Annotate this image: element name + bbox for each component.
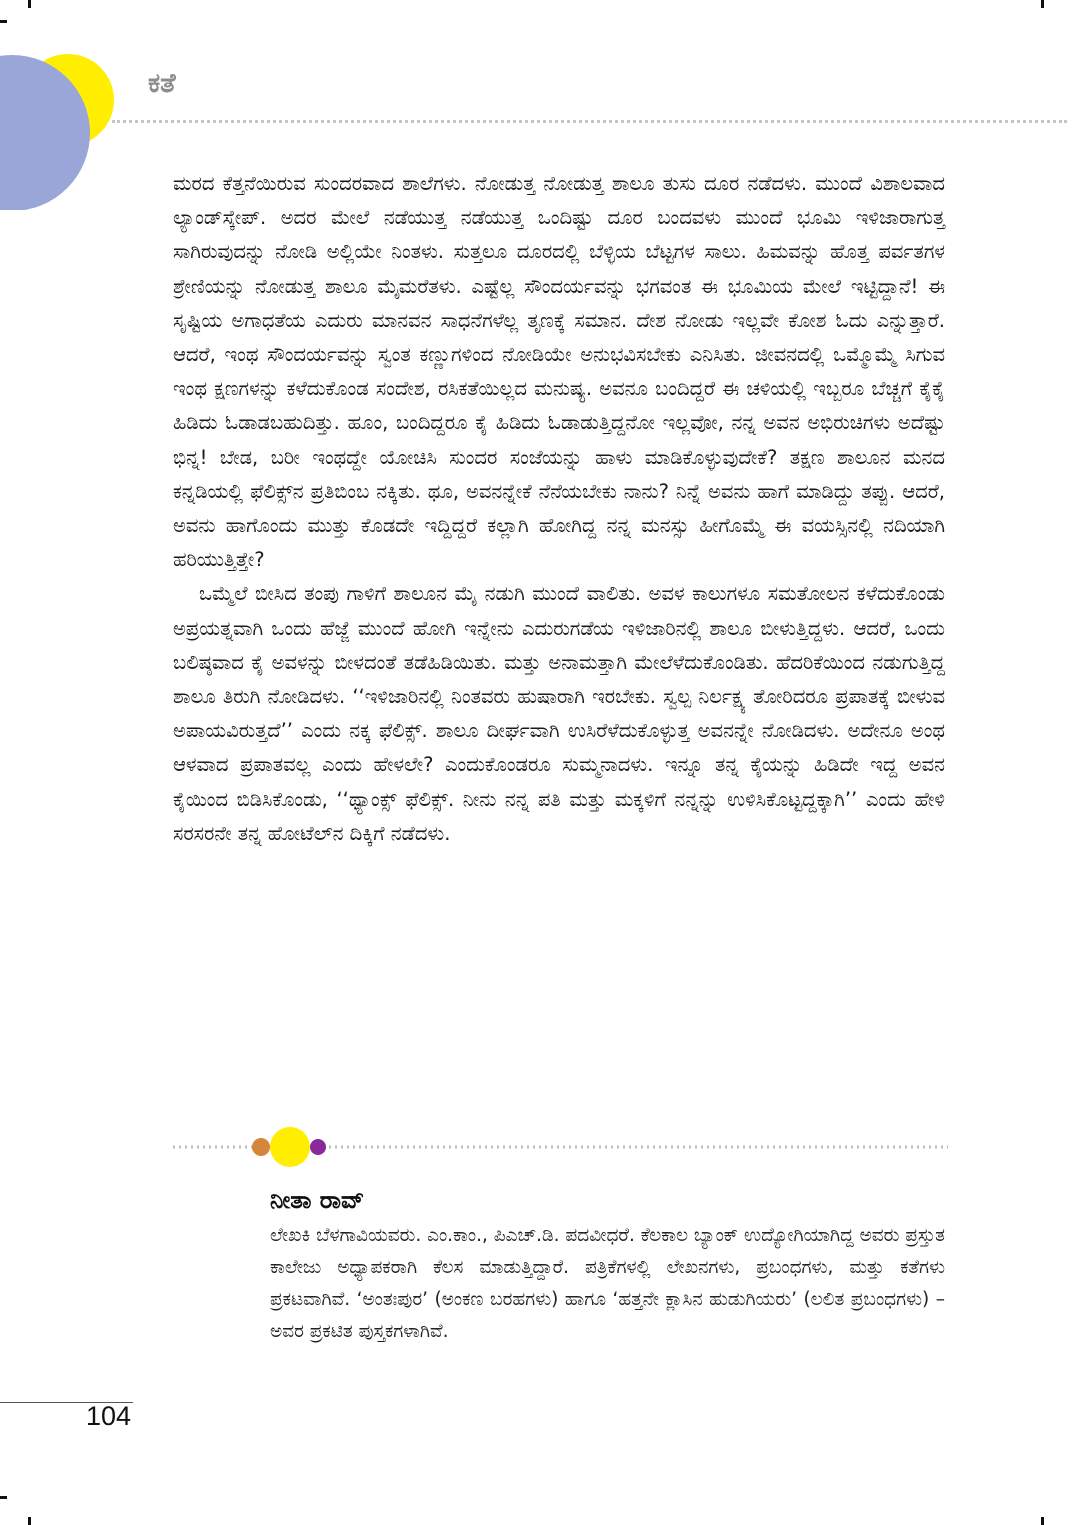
purple-dot-icon — [310, 1139, 326, 1155]
crop-mark-left-lower — [0, 1496, 7, 1499]
crop-mark-bottom-left — [28, 1517, 31, 1525]
crop-mark-bottom-right — [1041, 1517, 1044, 1525]
orange-dot-icon — [252, 1138, 270, 1156]
crop-mark-top-right — [1041, 0, 1044, 8]
author-bio: ಲೇಖಕಿ ಬೆಳಗಾವಿಯವರು. ಎಂ.ಕಾಂ., ಪಿಎಚ್.ಡಿ. ಪದವೀಧರೆ. ಕೆಲಕಾಲ ಬ್ಯಾಂಕ್ ಉದ್ಯೋಗಿಯಾಗಿದ್ದ ಅವರು ಪ್ರಸ್ತುತ ಕಾಲೇಜು ಅಧ್ಯಾಪಕರಾಗಿ ಕೆಲಸ ಮಾಡುತ್ತಿದ್ದಾರೆ. ಪತ್ರಿಕೆಗಳಲ್ಲಿ ಲೇಖನಗಳು, ಪ್ರಬಂಧಗಳು, ಮತ್ತು ಕತೆಗಳು ಪ್ರಕಟವಾಗಿವೆ. ‘ಅಂತಃಪುರ’ (ಅಂಕಣ ಬರಹಗಳು) ಹಾಗೂ ‘ಹತ್ತನೇ ಕ್ಲಾಸಿನ ಹುಡುಗಿಯರು’ (ಲಲಿತ ಪ್ರಬಂಧಗಳು) – ಅವರ ಪ್ರಕಟಿತ ಪುಸ್ತಕಗಳಾಗಿವೆ. — [270, 1225, 945, 1342]
page-number: 104 — [86, 1401, 132, 1431]
section-label: ಕತೆ — [148, 68, 176, 99]
author-name: ನೀತಾ ರಾವ್ — [270, 1186, 365, 1214]
header-dotted-rule — [112, 120, 1067, 123]
story-paragraph: ಮರದ ಕೆತ್ತನೆಯಿರುವ ಸುಂದರವಾದ ಶಾಲೆಗಳು. ನೋಡುತ್ತ ನೋಡುತ್ತ ಶಾಲೂ ತುಸು ದೂರ ನಡೆದಳು. ಮುಂದೆ ವಿಶಾಲವಾದ ಲ್ಯಾಂಡ್‌ಸ್ಕೇಪ್. ಅದರ ಮೇಲೆ ನಡೆಯುತ್ತ ನಡೆಯುತ್ತ ಒಂದಿಷ್ಟು ದೂರ ಬಂದವಳು ಮುಂದೆ ಭೂಮಿ ಇಳಿಜಾರಾಗುತ್ತ ಸಾಗಿರುವುದನ್ನು ನೋಡಿ ಅಲ್ಲಿಯೇ ನಿಂತಳು. ಸುತ್ತಲೂ ದೂರದಲ್ಲಿ ಬೆಳ್ಳಿಯ ಬೆಟ್ಟಗಳ ಸಾಲು. ಹಿಮವನ್ನು ಹೊತ್ತ ಪರ್ವತಗಳ ಶ್ರೇಣಿಯನ್ನು ನೋಡುತ್ತ ಶಾಲೂ ಮೈಮರೆತಳು. ಎಷ್ಟೆಲ್ಲ ಸೌಂದರ್ಯವನ್ನು ಭಗವಂತ ಈ ಭೂಮಿಯ ಮೇಲೆ ಇಟ್ಟಿದ್ದಾನೆ! ಈ ಸೃಷ್ಟಿಯ ಅಗಾಧತೆಯ ಎದುರು ಮಾನವನ ಸಾಧನೆಗಳೆಲ್ಲ ತೃಣಕ್ಕೆ ಸಮಾನ. ದೇಶ ನೋಡು ಇಲ್ಲವೇ ಕೋಶ ಓದು ಎನ್ನುತ್ತಾರೆ. ಆದರೆ, ಇಂಥ ಸೌಂದರ್ಯವನ್ನು ಸ್ವಂತ ಕಣ್ಣುಗಳಿಂದ ನೋಡಿಯೇ ಅನುಭವಿಸಬೇಕು ಎನಿಸಿತು. ಜೀವನದಲ್ಲಿ ಒಮ್ಮೊಮ್ಮೆ ಸಿಗುವ ಇಂಥ ಕ್ಷಣಗಳನ್ನು ಕಳೆದುಕೊಂಡ ಸಂದೇಶ, ರಸಿಕತೆಯಿಲ್ಲದ ಮನುಷ್ಯ. ಅವನೂ ಬಂದಿದ್ದರೆ ಈ ಚಳಿಯಲ್ಲಿ ಇಬ್ಬರೂ ಬೆಚ್ಚಗೆ ಕೈಕೈ ಹಿಡಿದು ಓಡಾಡಬಹುದಿತ್ತು. ಹೂಂ, ಬಂದಿದ್ದರೂ ಕೈ ಹಿಡಿದು ಓಡಾಡುತ್ತಿದ್ದನೋ ಇಲ್ಲವೋ, ನನ್ನ ಅವನ ಅಭಿರುಚಿಗಳು ಅದೆಷ್ಟು ಭಿನ್ನ! ಬೇಡ, ಬರೀ ಇಂಥದ್ದೇ ಯೋಚಿಸಿ ಸುಂದರ ಸಂಜೆಯನ್ನು ಹಾಳು ಮಾಡಿಕೊಳ್ಳುವುದೇಕೆ? ತಕ್ಷಣ ಶಾಲೂನ ಮನದ ಕನ್ನಡಿಯಲ್ಲಿ ಫೆಲಿಕ್ಸ್‌ನ ಪ್ರತಿಬಿಂಬ ನಕ್ಕಿತು. ಥೂ, ಅವನನ್ನೇಕೆ ನೆನೆಯಬೇಕು ನಾನು? ನಿನ್ನೆ ಅವನು ಹಾಗೆ ಮಾಡಿದ್ದು ತಪ್ಪು. ಆದರೆ, ಅವನು ಹಾಗೊಂದು ಮುತ್ತು ಕೊಡದೇ ಇದ್ದಿದ್ದರೆ ಕಲ್ಲಾಗಿ ಹೋಗಿದ್ದ ನನ್ನ ಮನಸ್ಸು ಹೀಗೊಮ್ಮೆ ಈ ವಯಸ್ಸಿನಲ್ಲಿ ನದಿಯಾಗಿ ಹರಿಯುತ್ತಿತ್ತೇ? — [173, 172, 945, 572]
story-body — [173, 167, 945, 851]
story-paragraph: ಒಮ್ಮೆಲೆ ಬೀಸಿದ ತಂಪು ಗಾಳಿಗೆ ಶಾಲೂನ ಮೈ ನಡುಗಿ ಮುಂದೆ ವಾಲಿತು. ಅವಳ ಕಾಲುಗಳೂ ಸಮತೋಲನ ಕಳೆದುಕೊಂಡು ಅಪ್ರಯತ್ನವಾಗಿ ಒಂದು ಹೆಜ್ಜೆ ಮುಂದೆ ಹೋಗಿ ಇನ್ನೇನು ಎದುರುಗಡೆಯ ಇಳಿಜಾರಿನಲ್ಲಿ ಶಾಲೂ ಬೀಳುತ್ತಿದ್ದಳು. ಆದರೆ, ಒಂದು ಬಲಿಷ್ಠವಾದ ಕೈ ಅವಳನ್ನು ಬೀಳದಂತೆ ತಡೆಹಿಡಿಯಿತು. ಮತ್ತು ಅನಾಮತ್ತಾಗಿ ಮೇಲೆಳೆದುಕೊಂಡಿತು. ಹೆದರಿಕೆಯಿಂದ ನಡುಗುತ್ತಿದ್ದ ಶಾಲೂ ತಿರುಗಿ ನೋಡಿದಳು. ‘‘ಇಳಿಜಾರಿನಲ್ಲಿ ನಿಂತವರು ಹುಷಾರಾಗಿ ಇರಬೇಕು. ಸ್ವಲ್ಪ ನಿರ್ಲಕ್ಷ್ಯ ತೋರಿದರೂ ಪ್ರಪಾತಕ್ಕೆ ಬೀಳುವ ಅಪಾಯವಿರುತ್ತದೆ’’ ಎಂದು ನಕ್ಕ ಫೆಲಿಕ್ಸ್. ಶಾಲೂ ದೀರ್ಘವಾಗಿ ಉಸಿರೆಳೆದುಕೊಳ್ಳುತ್ತ ಅವನನ್ನೇ ನೋಡಿದಳು. ಅದೇನೂ ಅಂಥ ಆಳವಾದ ಪ್ರಪಾತವಲ್ಲ ಎಂದು ಹೇಳಲೇ? ಎಂದುಕೊಂಡರೂ ಸುಮ್ಮನಾದಳು. ಇನ್ನೂ ತನ್ನ ಕೈಯನ್ನು ಹಿಡಿದೇ ಇದ್ದ ಅವನ ಕೈಯಿಂದ ಬಿಡಿಸಿಕೊಂಡು, ‘‘ಥ್ಯಾಂಕ್ಸ್ ಫೆಲಿಕ್ಸ್. ನೀನು ನನ್ನ ಪತಿ ಮತ್ತು ಮಕ್ಕಳಿಗೆ ನನ್ನನ್ನು ಉಳಿಸಿಕೊಟ್ಟದ್ದಕ್ಕಾಗಿ’’ ಎಂದು ಹೇಳಿ ಸರಸರನೇ ತನ್ನ ಹೋಟೆಲ್‌ನ ದಿಕ್ಕಿಗೆ ನಡೆದಳು. — [173, 582, 945, 845]
author-block — [270, 1186, 945, 1348]
crop-mark-left-upper — [0, 20, 7, 23]
crop-mark-top-left — [28, 0, 31, 8]
header-decoration-circles — [0, 50, 140, 210]
yellow-dot-icon — [270, 1127, 310, 1167]
author-separator — [173, 1122, 948, 1172]
